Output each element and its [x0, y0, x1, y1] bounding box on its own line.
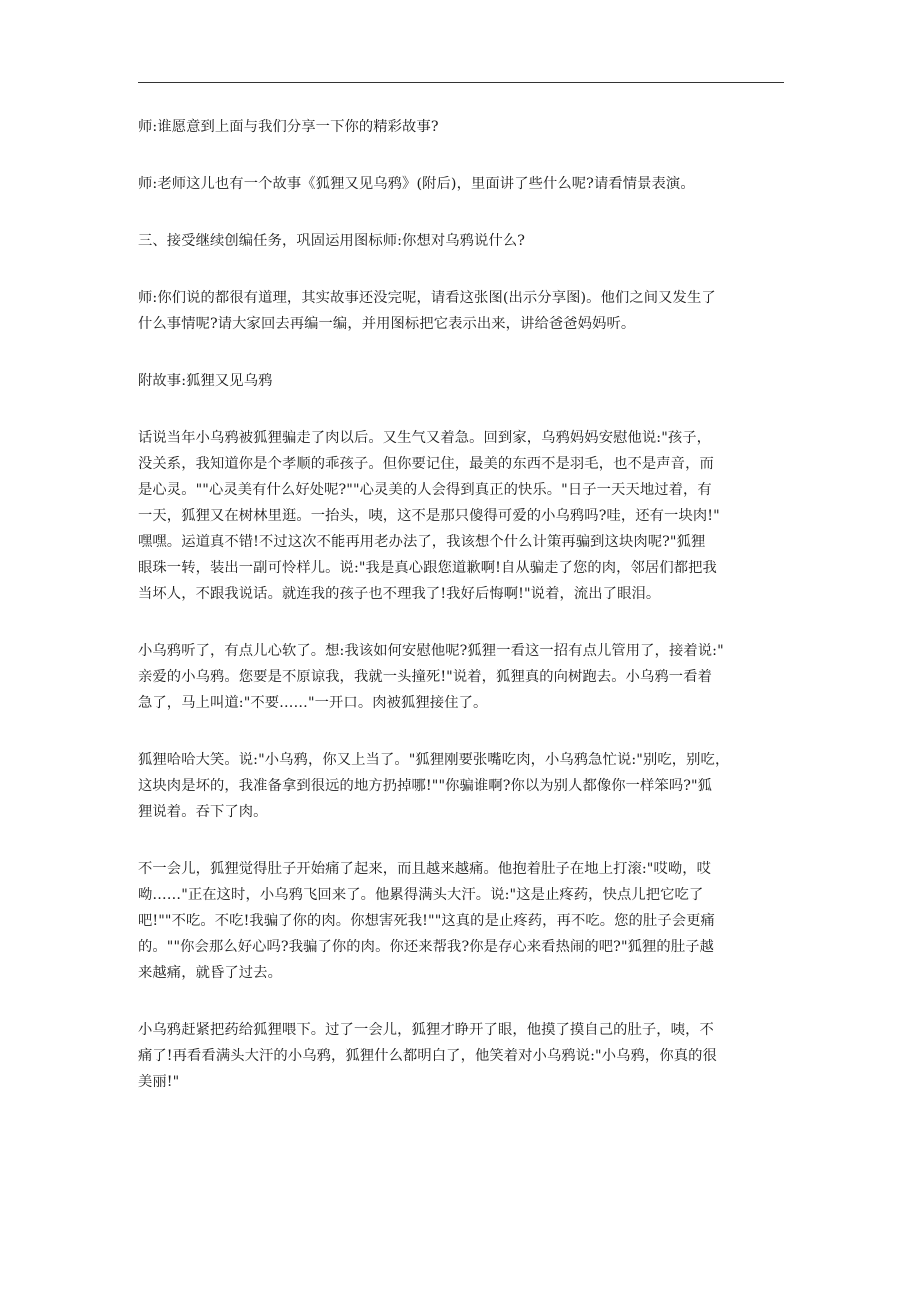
text-line: 不一会儿，狐狸觉得肚子开始痛了起来，而且越来越痛。他抱着肚子在地上打滚:"哎呦，哎 — [138, 861, 712, 877]
text-line: 狸说着。吞下了肉。 — [138, 804, 268, 820]
text-line: 的。""你会那么好心吗?我骗了你的肉。你还来帮我?你是存心来看热闹的吧?"狐狸的肚子越 — [138, 939, 715, 955]
paragraph-appendix-title — [138, 368, 784, 394]
text-line: 三、接受继续创编任务，巩固运用图标师:你想对乌鸦说什么? — [138, 233, 525, 249]
text-line: 痛了!再看看满头大汗的小乌鸦，狐狸什么都明白了，他笑着对小乌鸦说:"小乌鸦，你真的很 — [138, 1048, 717, 1064]
text-line: 当坏人，不跟我说话。就连我的孩子也不理我了!我好后悔啊!"说着，流出了眼泪。 — [138, 586, 661, 602]
text-line: 什么事情呢?请大家回去再编一编，并用图标把它表示出来，讲给爸爸妈妈听。 — [138, 316, 636, 332]
document-page — [138, 82, 784, 1126]
text-line: 师:你们说的都很有道理，其实故事还没完呢，请看这张图(出示分享图)。他们之间又发生了 — [138, 290, 716, 306]
text-line: 这块肉是坏的，我准备拿到很远的地方扔掉哪!""你骗谁啊?你以为别人都像你一样笨吗?"狐 — [138, 778, 713, 794]
paragraph-story-3 — [138, 747, 784, 825]
paragraph-share-prompt — [138, 114, 784, 140]
text-line: 师:谁愿意到上面与我们分享一下你的精彩故事? — [138, 119, 439, 135]
text-line: 吧!""不吃。不吃!我骗了你的肉。你想害死我!""这真的是止疼药，再不吃。您的肚子会更痛 — [138, 913, 715, 929]
text-line: 小乌鸦赶紧把药给狐狸喂下。过了一会儿，狐狸才睁开了眼，他摸了摸自己的肚子，咦，不 — [138, 1022, 714, 1038]
paragraph-story-4 — [138, 856, 784, 986]
text-line: 嘿嘿。运道真不错!不过这次不能再用老办法了，我该想个什么计策再骗到这块肉呢?"狐狸 — [138, 534, 706, 550]
paragraph-teacher-story — [138, 171, 784, 197]
text-line: 一天，狐狸又在树林里逛。一抬头，咦，这不是那只傻得可爱的小乌鸦吗?哇，还有一块肉!" — [138, 508, 720, 524]
text-line: 美丽!" — [138, 1074, 180, 1090]
text-line: 眼珠一转，装出一副可怜样儿。说:"我是真心跟您道歉啊!自从骗走了您的肉，邻居们都把我 — [138, 560, 717, 576]
text-line: 师:老师这儿也有一个故事《狐狸又见乌鸦》(附后)，里面讲了些什么呢?请看情景表演。 — [138, 176, 695, 192]
text-line: 没关系，我知道你是个孝顺的乖孩子。但你要记住，最美的东西不是羽毛，也不是声音，而 — [138, 456, 714, 472]
text-line: 亲爱的小乌鸦。您要是不原谅我，我就一头撞死!"说着，狐狸真的向树跑去。小乌鸦一看着 — [138, 669, 712, 685]
paragraph-story-1 — [138, 425, 784, 607]
text-line: 附故事:狐狸又见乌鸦 — [138, 373, 273, 389]
text-line: 话说当年小乌鸦被狐狸骗走了肉以后。又生气又着急。回到家，乌鸦妈妈安慰他说:"孩子， — [138, 430, 712, 446]
text-line: 来越痛，就昏了过去。 — [138, 965, 282, 981]
text-line: 呦……"正在这时，小乌鸦飞回来了。他累得满头大汗。说:"这是止疼药，快点儿把它吃了 — [138, 887, 704, 903]
text-line: 急了，马上叫道:"不要……"一开口。肉被狐狸接住了。 — [138, 695, 488, 711]
paragraph-story-5 — [138, 1017, 784, 1095]
text-line: 是心灵。""心灵美有什么好处呢?""心灵美的人会得到真正的快乐。"日子一天天地过着，有 — [138, 482, 712, 498]
paragraph-homework — [138, 285, 784, 337]
paragraph-section-three — [138, 228, 784, 254]
header-rule — [138, 82, 784, 83]
text-line: 小乌鸦听了，有点儿心软了。想:我该如何安慰他呢?狐狸一看这一招有点儿管用了，接着说:" — [138, 643, 724, 659]
text-line: 狐狸哈哈大笑。说:"小乌鸦，你又上当了。"狐狸刚要张嘴吃肉，小乌鸦急忙说:"别吃，别吃， — [138, 752, 730, 768]
paragraph-story-2 — [138, 638, 784, 716]
